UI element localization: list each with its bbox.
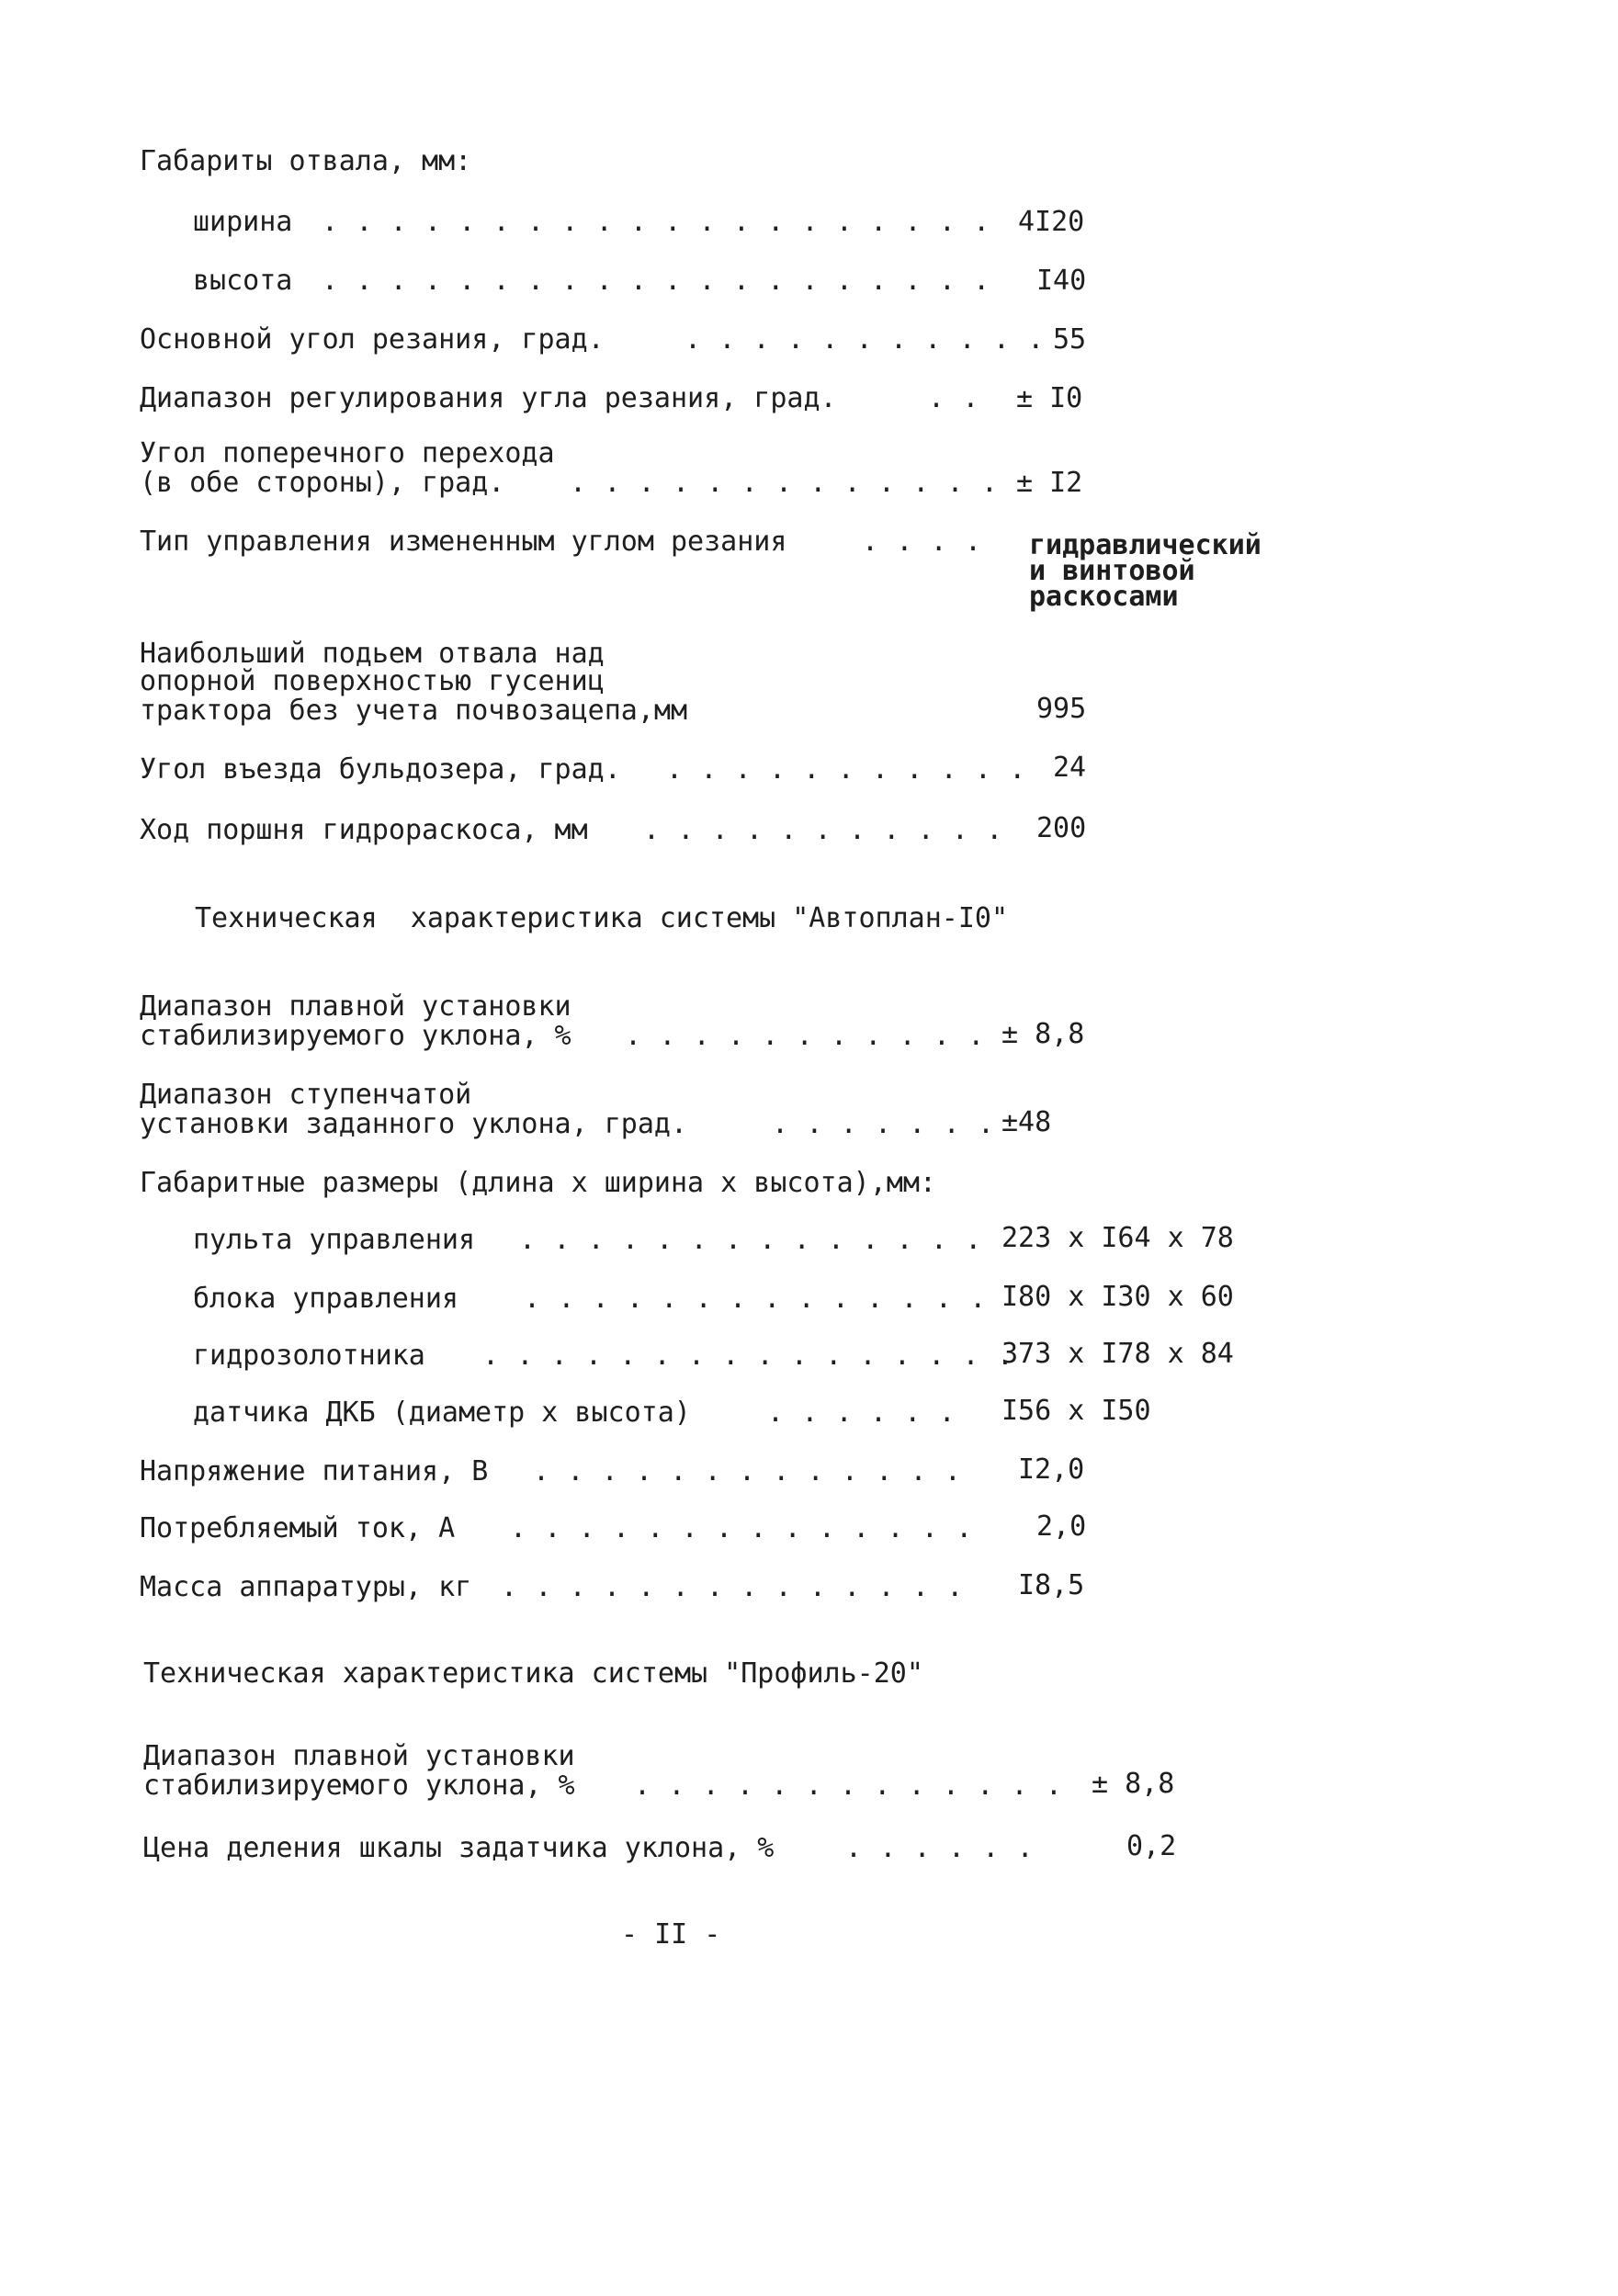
leader-dots: . . . . . . . . . . . . . <box>634 1770 1063 1802</box>
cross-angle-line2: (в обе стороны), град. <box>140 467 505 499</box>
unit-value: I80 х I30 х 60 <box>1001 1281 1234 1313</box>
panel-label: пульта управления <box>193 1224 476 1256</box>
leader-dots: . . . . . . . . . . . . . <box>570 467 999 499</box>
lift-line2: опорной поверхностью гусениц <box>140 665 605 697</box>
autoplan-smooth-line1: Диапазон плавной установки <box>140 990 571 1023</box>
unit-label: блока управления <box>193 1283 458 1315</box>
cut-range-label: Диапазон регулирования угла резания, град. <box>140 382 837 414</box>
cross-angle-line1: Угол поперечного перехода <box>140 437 555 469</box>
cross-angle-value: ± I2 <box>1016 467 1083 499</box>
scale-label: Цена деления шкалы задатчика уклона, % <box>143 1832 775 1864</box>
leader-dots: . . . . . . . . . . . . . . . . <box>482 1340 1014 1372</box>
scale-value: 0,2 <box>1126 1830 1177 1862</box>
current-value: 2,0 <box>1036 1510 1087 1543</box>
leader-dots: . . . . <box>862 526 982 558</box>
lift-value: 995 <box>1036 693 1087 725</box>
blade-height-label: высота <box>193 265 293 297</box>
blade-dimensions-title: Габариты отвала, мм: <box>140 145 472 177</box>
cut-angle-value: 55 <box>1053 323 1087 356</box>
autoplan-heading: Техническая характеристика системы "Автоплан-I0" <box>195 902 1009 934</box>
entry-angle-value: 24 <box>1053 752 1087 784</box>
profile-smooth-line1: Диапазон плавной установки <box>143 1740 575 1772</box>
blade-width-label: ширина <box>193 206 293 238</box>
control-type-label: Тип управления измененным углом резания <box>140 526 787 558</box>
current-label: Потребляемый ток, А <box>140 1512 456 1544</box>
lift-line3: трактора без учета почвозацепа,мм <box>140 695 688 727</box>
panel-value: 223 х I64 х 78 <box>1001 1222 1234 1254</box>
autoplan-step-line2: установки заданного уклона, град. <box>140 1108 688 1140</box>
leader-dots: . . . . . . . . . . . <box>666 753 1026 786</box>
leader-dots: . . . . . . . . . . . . . . <box>524 1283 987 1315</box>
autoplan-smooth-line2: стабилизируемого уклона, % <box>140 1020 571 1052</box>
page-number: - II - <box>621 1918 721 1951</box>
control-type-value-line1: гидравлический <box>1029 529 1262 561</box>
leader-dots: . . . . . . . . . . . <box>685 323 1045 356</box>
stroke-label: Ход поршня гидрораскоса, мм <box>140 814 588 846</box>
valve-value: 373 х I78 х 84 <box>1001 1338 1234 1370</box>
leader-dots: . . . . . . . . . . . . . . <box>510 1512 973 1544</box>
profile-smooth-line2: стабилизируемого уклона, % <box>143 1770 575 1802</box>
autoplan-smooth-value: ± 8,8 <box>1001 1018 1085 1050</box>
leader-dots: . . . . . . . . . . . . . . <box>501 1571 964 1603</box>
leader-dots: . . . . . . . . . . . <box>625 1020 985 1052</box>
profile-smooth-value: ± 8,8 <box>1092 1768 1175 1800</box>
autoplan-step-value: ±48 <box>1001 1106 1052 1138</box>
cut-range-value: ± I0 <box>1016 382 1083 414</box>
lift-line1: Наибольший подьем отвала над <box>140 638 605 670</box>
sensor-label: датчика ДКБ (диаметр х высота) <box>193 1397 691 1429</box>
profile-heading: Техническая характеристика системы "Профиль-20" <box>143 1657 923 1690</box>
blade-width-value: 4I20 <box>1018 206 1085 238</box>
leader-dots: . . . . . . . . . . . . . . . . . . . . <box>322 265 990 297</box>
sensor-value: I56 х I50 <box>1001 1395 1151 1427</box>
leader-dots: . . . . . . . . . . . <box>643 814 1003 846</box>
blade-height-value: I40 <box>1036 265 1087 297</box>
leader-dots: . . <box>928 382 979 414</box>
stroke-value: 200 <box>1036 812 1087 844</box>
voltage-value: I2,0 <box>1018 1453 1085 1486</box>
control-type-value-line2: и винтовой <box>1029 555 1195 587</box>
leader-dots: . . . . . . . <box>772 1108 995 1140</box>
mass-value: I8,5 <box>1018 1569 1085 1601</box>
voltage-label: Напряжение питания, В <box>140 1455 489 1487</box>
cut-angle-label: Основной угол резания, град. <box>140 323 605 356</box>
valve-label: гидрозолотника <box>193 1340 425 1372</box>
entry-angle-label: Угол въезда бульдозера, град. <box>140 753 621 786</box>
autoplan-step-line1: Диапазон ступенчатой <box>140 1079 472 1111</box>
control-type-value-line3: раскосами <box>1029 581 1179 613</box>
leader-dots: . . . . . . <box>845 1832 1035 1864</box>
leader-dots: . . . . . . <box>767 1397 956 1429</box>
leader-dots: . . . . . . . . . . . . . . . . . . . . <box>322 206 990 238</box>
mass-label: Масса аппаратуры, кг <box>140 1571 472 1603</box>
leader-dots: . . . . . . . . . . . . . . <box>519 1224 982 1256</box>
leader-dots: . . . . . . . . . . . . . <box>533 1455 962 1487</box>
autoplan-dims-label: Габаритные размеры (длина х ширина х высота),мм: <box>140 1167 936 1199</box>
